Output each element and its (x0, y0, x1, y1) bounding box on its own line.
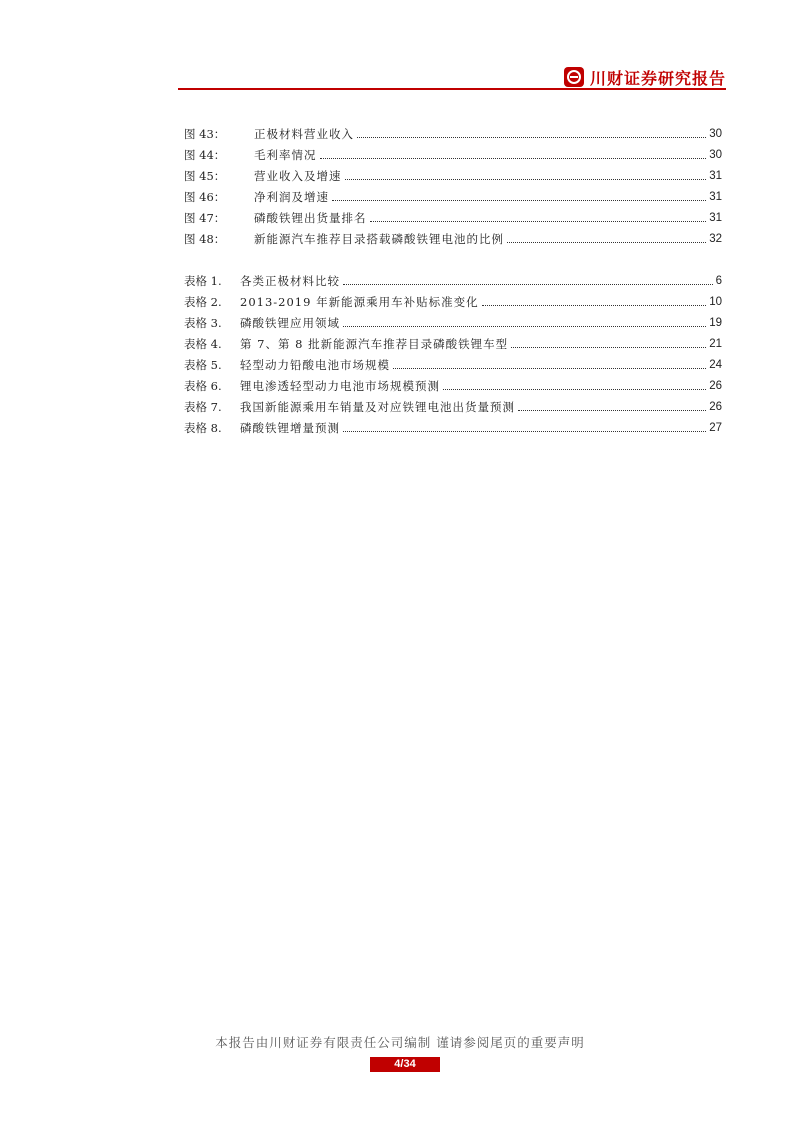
toc-entry-prefix: 表格 4. (184, 337, 222, 351)
dot-leader (482, 305, 707, 306)
dot-leader (393, 368, 706, 369)
toc-entry-figure-43[interactable] (184, 122, 722, 142)
toc-entry-figure-46[interactable] (184, 185, 722, 205)
toc-entry-title: 2013-2019 年新能源乘用车补贴标准变化 (240, 295, 479, 309)
toc-entry-title: 轻型动力铅酸电池市场规模 (240, 358, 390, 372)
toc-entry-prefix: 表格 7. (184, 400, 222, 414)
dot-leader (370, 221, 707, 222)
dot-leader (518, 410, 706, 411)
toc-entry-figure-44[interactable] (184, 143, 722, 163)
toc-entry-table-6[interactable] (184, 374, 722, 394)
toc-entry-prefix: 图 48： (184, 232, 226, 246)
toc-entry-prefix: 图 46： (184, 190, 226, 204)
toc-entry-prefix: 表格 1. (184, 274, 222, 288)
toc-entry-table-5[interactable] (184, 353, 722, 373)
toc-entry-page: 32 (709, 233, 722, 245)
toc-entry-prefix: 图 44： (184, 148, 226, 162)
dot-leader (507, 242, 706, 243)
toc-entry-page: 19 (709, 317, 722, 329)
toc-entry-table-7[interactable] (184, 395, 722, 415)
toc-entry-title: 正极材料营业收入 (254, 127, 354, 141)
toc-entry-page: 6 (715, 275, 722, 287)
toc-entry-page: 26 (709, 401, 722, 413)
toc-entry-prefix: 表格 5. (184, 358, 222, 372)
toc-entry-page: 31 (709, 191, 722, 203)
toc-entry-page: 31 (709, 170, 722, 182)
dot-leader (511, 347, 706, 348)
header-brand (564, 66, 726, 88)
toc-entry-figure-45[interactable] (184, 164, 722, 184)
dot-leader (343, 326, 706, 327)
brand-name: 川财证券研究报告 (589, 68, 726, 88)
toc-entry-title: 磷酸铁锂出货量排名 (254, 211, 367, 225)
toc-entry-page: 27 (709, 422, 722, 434)
toc-entry-page: 31 (709, 212, 722, 224)
toc-entry-table-4[interactable] (184, 332, 722, 352)
chuancai-logo-icon (564, 67, 584, 87)
toc-entry-prefix: 图 47： (184, 211, 226, 225)
toc-entry-table-8[interactable] (184, 416, 722, 436)
toc-entry-prefix: 图 43： (184, 127, 226, 141)
toc-entry-title: 磷酸铁锂应用领域 (240, 316, 340, 330)
toc-entry-figure-47[interactable] (184, 206, 722, 226)
toc-entry-page: 21 (709, 338, 722, 350)
dot-leader (357, 137, 706, 138)
toc-entry-title: 各类正极材料比较 (240, 274, 340, 288)
toc-entry-prefix: 表格 6. (184, 379, 222, 393)
dot-leader (332, 200, 706, 201)
toc-entry-page: 26 (709, 380, 722, 392)
dot-leader (343, 284, 713, 285)
toc-entry-title: 磷酸铁锂增量预测 (240, 421, 340, 435)
toc-entry-table-2[interactable] (184, 290, 722, 310)
dot-leader (320, 158, 707, 159)
toc-entry-figure-48[interactable] (184, 227, 722, 247)
toc-entry-title: 营业收入及增速 (254, 169, 342, 183)
header-divider (178, 88, 726, 90)
toc-entry-page: 10 (709, 296, 722, 308)
toc-entry-page: 24 (709, 359, 722, 371)
toc-entry-title: 锂电渗透轻型动力电池市场规模预测 (240, 379, 440, 393)
toc-entry-title: 第 7、第 8 批新能源汽车推荐目录磷酸铁锂车型 (240, 337, 509, 351)
toc-entry-prefix: 图 45： (184, 169, 226, 183)
toc-entry-page: 30 (709, 149, 722, 161)
footer-disclaimer: 本报告由川财证券有限责任公司编制 谨请参阅尾页的重要声明 (215, 1035, 585, 1050)
toc-entry-page: 30 (709, 128, 722, 140)
toc-entry-table-3[interactable] (184, 311, 722, 331)
toc-entry-title: 新能源汽车推荐目录搭载磷酸铁锂电池的比例 (254, 232, 504, 246)
toc-entry-title: 毛利率情况 (254, 148, 317, 162)
dot-leader (345, 179, 707, 180)
toc-entry-prefix: 表格 2. (184, 295, 222, 309)
toc-entry-table-1[interactable] (184, 269, 722, 289)
toc-entry-prefix: 表格 8. (184, 421, 222, 435)
page-number-badge: 4/34 (370, 1057, 440, 1072)
dot-leader (443, 389, 706, 390)
toc-entry-title: 净利润及增速 (254, 190, 329, 204)
dot-leader (343, 431, 706, 432)
toc-entry-prefix: 表格 3. (184, 316, 222, 330)
toc-entry-title: 我国新能源乘用车销量及对应铁锂电池出货量预测 (240, 400, 515, 414)
